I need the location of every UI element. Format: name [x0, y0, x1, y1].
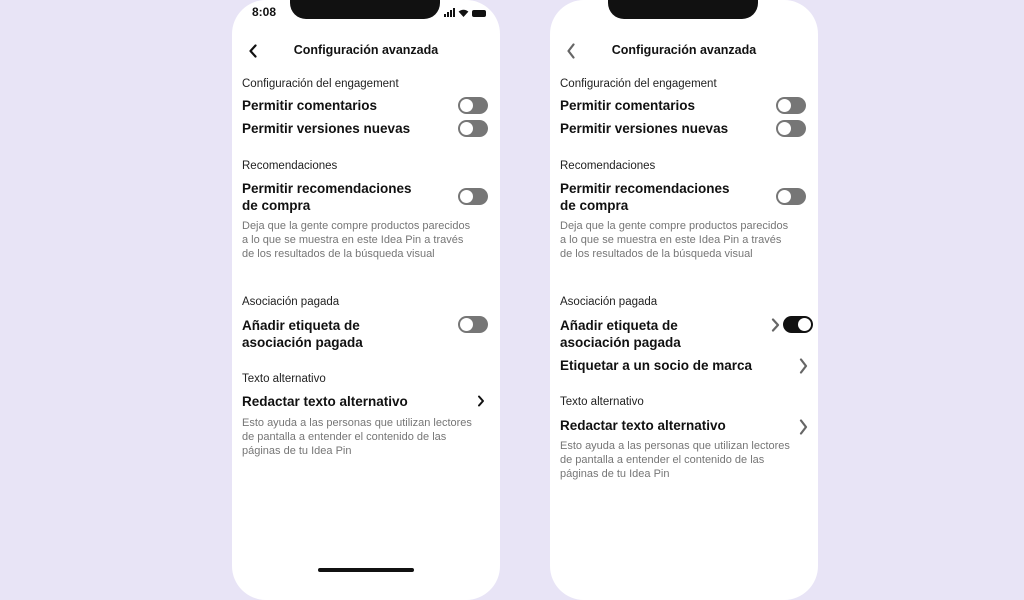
allow-shopping-toggle[interactable]	[458, 188, 488, 205]
home-indicator	[318, 568, 414, 572]
section-recommendations: Recomendaciones	[560, 160, 656, 172]
allow-new-versions-label: Permitir versiones nuevas	[560, 121, 729, 136]
section-paid-partnership: Asociación pagada	[242, 296, 340, 308]
battery-icon	[472, 10, 486, 17]
toggle-knob	[778, 99, 791, 112]
write-alt-text-chevron[interactable]	[474, 392, 488, 410]
allow-shopping-label-line2: de compra	[560, 198, 629, 213]
toggle-knob	[460, 99, 473, 112]
toggle-knob	[460, 122, 473, 135]
add-paid-label-line1: Añadir etiqueta de	[242, 318, 360, 333]
add-paid-label-label	[560, 317, 681, 351]
write-alt-text-label[interactable]: Redactar texto alternativo	[560, 418, 726, 433]
section-engagement: Configuración del engagement	[560, 78, 717, 90]
tag-brand-partner-chevron[interactable]	[796, 357, 810, 375]
section-paid-partnership: Asociación pagada	[560, 296, 658, 308]
section-recommendations: Recomendaciones	[242, 160, 338, 172]
page-title: Configuración avanzada	[293, 43, 439, 57]
phone-screen-left	[232, 0, 500, 600]
section-alt-text: Texto alternativo	[242, 373, 326, 385]
allow-new-versions-toggle[interactable]	[458, 120, 488, 137]
paid-partnership-toggle[interactable]	[458, 316, 488, 333]
allow-comments-label: Permitir comentarios	[242, 98, 378, 113]
alt-text-description: Esto ayuda a las personas que utilizan lectores de pantalla a entender el contenido de las páginas de tu Idea Pin	[560, 440, 790, 480]
toggle-knob	[778, 190, 791, 203]
add-paid-label-line1: Añadir etiqueta de	[560, 318, 678, 333]
add-paid-label-line2: asociación pagada	[560, 335, 681, 350]
chevron-right-icon	[799, 419, 808, 435]
chevron-right-icon	[771, 318, 780, 332]
add-paid-label-label	[242, 317, 363, 351]
allow-comments-label: Permitir comentarios	[560, 98, 696, 113]
add-paid-label-line2: asociación pagada	[242, 335, 363, 350]
paid-partnership-toggle[interactable]	[783, 316, 813, 333]
toggle-knob	[460, 190, 473, 203]
phone-screen-right	[550, 0, 818, 600]
allow-comments-toggle[interactable]	[458, 97, 488, 114]
toggle-knob	[798, 318, 811, 331]
allow-shopping-label-line2: de compra	[242, 198, 311, 213]
section-engagement: Configuración del engagement	[242, 78, 399, 90]
toggle-knob	[778, 122, 791, 135]
toggle-knob	[460, 318, 473, 331]
shopping-description: Deja que la gente compre productos parecidos a lo que se muestra en este Idea Pin a través de los resultados de la búsqueda visual	[560, 220, 789, 260]
allow-new-versions-label: Permitir versiones nuevas	[242, 121, 411, 136]
chevron-right-icon	[799, 358, 808, 374]
section-alt-text: Texto alternativo	[560, 396, 644, 408]
alt-text-description: Esto ayuda a las personas que utilizan lectores de pantalla a entender el contenido de las páginas de tu Idea Pin	[242, 417, 472, 457]
write-alt-text-label[interactable]: Redactar texto alternativo	[242, 394, 408, 409]
status-icons	[444, 8, 486, 17]
tag-brand-partner-label[interactable]: Etiquetar a un socio de marca	[560, 358, 753, 373]
signal-icon	[444, 8, 455, 17]
allow-shopping-label-line1: Permitir recomendaciones	[560, 181, 730, 196]
write-alt-text-chevron[interactable]	[796, 418, 810, 436]
chevron-right-icon	[477, 395, 485, 407]
allow-comments-toggle[interactable]	[776, 97, 806, 114]
page-title: Configuración avanzada	[611, 43, 757, 57]
wifi-icon	[458, 9, 469, 17]
nav-bar	[232, 42, 500, 60]
allow-shopping-label	[560, 180, 730, 214]
notch	[290, 0, 440, 19]
shopping-description: Deja que la gente compre productos parecidos a lo que se muestra en este Idea Pin a través de los resultados de la búsqueda visual	[242, 220, 471, 260]
allow-new-versions-toggle[interactable]	[776, 120, 806, 137]
nav-bar	[550, 42, 818, 60]
notch	[608, 0, 758, 19]
allow-shopping-label-line1: Permitir recomendaciones	[242, 181, 412, 196]
allow-shopping-toggle[interactable]	[776, 188, 806, 205]
status-time: 8:08	[252, 5, 277, 19]
allow-shopping-label	[242, 180, 412, 214]
paid-partnership-chevron[interactable]	[768, 316, 782, 334]
